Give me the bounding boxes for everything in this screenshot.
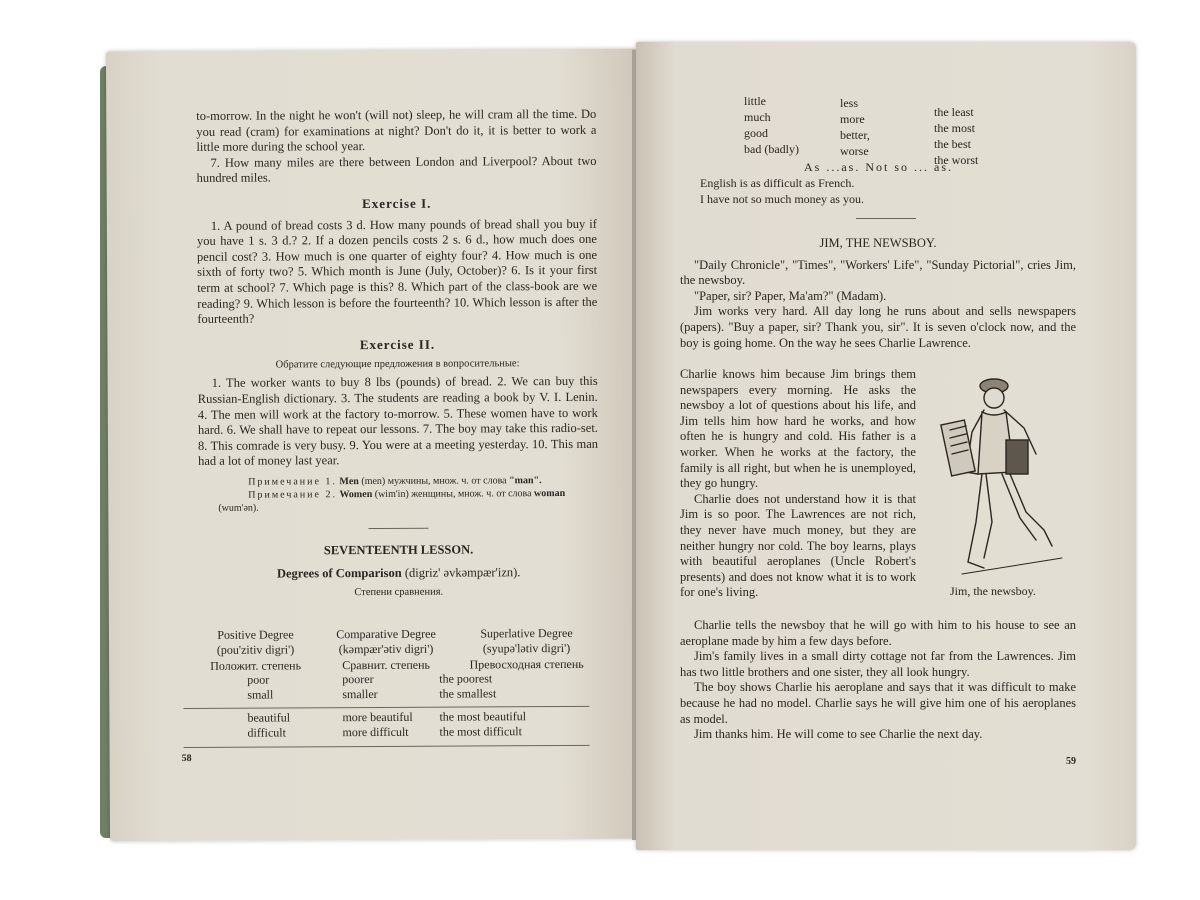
left-page (106, 49, 640, 842)
right-page (636, 42, 1136, 850)
story-text-bottom (680, 618, 1076, 743)
exercise-2-title: Exercise II. (359, 336, 436, 352)
story-para-2: "Paper, sir? Paper, Ma'am?" (Madam). (694, 288, 887, 303)
cell-the-smallest: the smallest (439, 686, 497, 701)
story-title: JIM, THE NEWSBOY. (819, 236, 937, 250)
exercise-1-text: 1. A pound of bread costs 3 d. How many pounds of bread shall you buy if you have 1 s. 3 d.? 2. If a dozen pencils costs 2 s. 6 d., how much does one pencil cost? 3. How much is one quarter of eighty four? 4. How much is one sixth of forty two? 5. Which month is June (July, October)? 6. Is it your first term at school? 7. Which page is this? 8. Which part of the class-book are we reading? 9. Which lesson is before the fourteenth? 10. Which lesson is after the fourteenth? (196, 216, 598, 327)
story-text-narrow (680, 367, 916, 601)
note-2-label: Примечание 2. (248, 489, 337, 501)
irregular-comparative-better: better, (840, 128, 870, 142)
irregular-superlative-best: the best (934, 137, 971, 151)
irregular-positive-much: much (744, 110, 771, 124)
exercise-1-title: Exercise I. (362, 195, 432, 212)
col-header-superlative: Superlative Degree (480, 625, 573, 641)
example-not-so-as: I have not so much money as you. (700, 192, 864, 206)
cell-the-most-difficult: the most difficult (439, 724, 522, 739)
question-7-paragraph: 7. How many miles are there between London and Liverpool? About two hundred miles. (196, 153, 597, 186)
story-para-3: Jim works very hard. All day long he runs about and sells newspapers (papers). "Buy a paper, sir? Thank you, sir". It is seven o'clock now, and the boy is going home. On the way he sees Charlie Lawrence. (680, 304, 1076, 350)
col-pron-positive: (pou'zitiv digri') (216, 642, 295, 657)
col-pron-comparative: (kəmpær'ətiv digri') (338, 641, 434, 657)
col-ru-superlative: Превосходная степень (469, 656, 584, 672)
note-2-text: (wim'in) женщины, множ. ч. от слова (374, 488, 532, 500)
degrees-heading (199, 565, 599, 583)
cell-difficult: difficult (247, 725, 286, 740)
exercise-2-instruction: Обратите следующие предложения в вопросительные: (275, 358, 520, 371)
story-para-9: Jim thanks him. He will come to see Charlie the next day. (694, 727, 983, 742)
cell-smaller: smaller (342, 686, 378, 702)
cell-the-poorest: the poorest (439, 671, 493, 686)
irregular-superlative-worst: the worst (934, 153, 979, 167)
left-page-text-block (196, 107, 599, 600)
note-2-pron: (wum'ən). (218, 502, 259, 514)
degrees-russian: Степени сравнения. (354, 586, 444, 599)
story-para-5: Charlie does not understand how it is that Jim is so poor. The Lawrences are not rich, they never have much money, but they are neither hungry nor cold. The boy learns, plays with beautiful aeroplanes (Uncle Robert's presents) and does not know what it is to work for one's living. (680, 491, 916, 600)
irregular-superlative-least: the least (934, 105, 974, 119)
example-as-as: English is as difficult as French. (700, 176, 855, 190)
col-ru-positive: Положит. степень (210, 658, 302, 673)
page-number-right: 59 (1066, 756, 1076, 767)
irregular-positive-good: good (744, 126, 768, 140)
exercise-2-text: 1. The worker wants to buy 8 lbs (pounds) of bread. 2. We can buy this Russian-English dictionary. 3. The students are reading a book by V. I. Lenin. 4. The men will work at the factory to-morrow. 5. These women have to work hard. 6. We shall have to repeat our lessons. 7. The boy may take this radio-set. 8. This comrade is very busy. 9. You were at a meeting yesterday. 10. This man had a lot of money last year. (197, 374, 599, 469)
cell-poorer: poorer (342, 672, 374, 687)
cell-poor: poor (247, 672, 270, 687)
irregular-comparative-more: more (840, 112, 865, 126)
irregular-superlative-most: the most (934, 121, 975, 135)
illustration-caption: Jim, the newsboy. (950, 584, 1036, 598)
story-text-top (680, 236, 1076, 351)
col-header-positive: Positive Degree (217, 627, 294, 642)
irregular-comparative-worse: worse (840, 144, 869, 158)
irregular-positive-little: little (744, 94, 766, 108)
irregular-comparative-less: less (840, 96, 858, 110)
note-1-ref: "man". (509, 474, 542, 487)
note-2-word: Women (339, 488, 373, 501)
note-1-text: (men) мужчины, множ. ч. от слова (361, 475, 507, 487)
as-as-rule: As ...as. Not so ... as. (804, 160, 953, 174)
continuation-paragraph: to-morrow. In the night he won't (will not) sleep, he will cram all the time. Do you read (cram) for examinations at night? Don't do it, it is better to work a little more during the school year. (196, 106, 597, 155)
table-divider (183, 706, 589, 709)
newsboy-illustration (932, 362, 1072, 598)
story-para-6: Charlie tells the newsboy that he will go with him to his house to see an aeroplane made by him a few days before. (680, 618, 1076, 648)
section-divider (368, 528, 428, 529)
story-para-1: "Daily Chronicle", "Times", "Workers' Life", "Sunday Pictorial", cries Jim, the newsboy. (680, 257, 1076, 288)
cell-beautiful: beautiful (247, 710, 291, 725)
col-pron-superlative: (syupə'lətiv digri') (482, 640, 571, 656)
cell-more-difficult: more difficult (342, 724, 409, 740)
table-bottom-rule (184, 745, 590, 748)
col-header-comparative: Comparative Degree (336, 626, 436, 642)
story-para-4: Charlie knows him because Jim brings them newspapers every morning. He asks the newsboy a lot of questions about his life, and Jim tells him how hard he works, and how often he is hungry and cold. His father is a worker. When he works at the factory, the family is all right, but when he is unemployed, they go hungry. (680, 367, 916, 491)
cell-the-most-beautiful: the most beautiful (439, 709, 527, 724)
note-1-word: Men (339, 475, 359, 488)
page-number-left: 58 (181, 752, 192, 765)
col-ru-comparative: Сравнит. степень (342, 657, 431, 673)
cell-small: small (247, 687, 274, 702)
note-2 (198, 487, 598, 502)
story-para-7: Jim's family lives in a small dirty cottage not far from the Lawrences. Jim has two little brothers and one sister, they all look hungry. (680, 649, 1076, 679)
cell-more-beautiful: more beautiful (342, 709, 413, 725)
story-divider (856, 218, 916, 219)
newsboy-drawing-icon (932, 362, 1072, 592)
degrees-title: Degrees of Comparison (276, 566, 402, 581)
story-para-8: The boy shows Charlie his aeroplane and says that it was difficult to make because he had no model. Charlie says he will give him one of his aeroplanes as model. (680, 680, 1076, 726)
irregular-positive-bad: bad (badly) (744, 142, 799, 156)
lesson-title: SEVENTEENTH LESSON. (323, 542, 474, 558)
degrees-pron: (digriz' əvkəmpær'izn). (404, 565, 521, 581)
note-2-ref: woman (533, 487, 566, 500)
note-1-label: Примечание 1. (248, 476, 337, 488)
